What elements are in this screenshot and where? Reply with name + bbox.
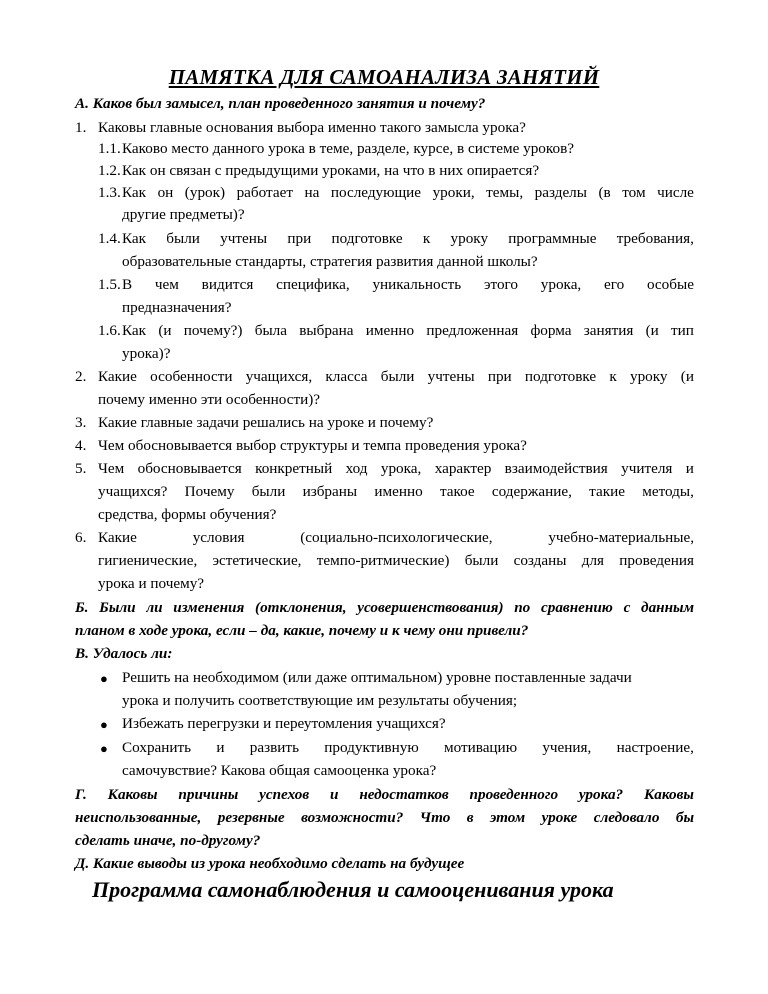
bullet-text: самочувствие? Какова общая самооценка урока?	[122, 762, 437, 779]
item-text: средства, формы обучения?	[98, 506, 277, 523]
list-item	[0, 183, 768, 207]
word: особенности	[150, 368, 233, 385]
word: и	[685, 460, 694, 477]
item-text	[122, 229, 694, 249]
word: причины	[178, 786, 239, 803]
section-g-heading-continuation	[0, 808, 768, 832]
word: тип	[671, 322, 694, 339]
word: избраны	[302, 483, 358, 500]
word: Сохранить	[122, 739, 192, 756]
section-v-heading-text: В. Удалось ли:	[75, 645, 173, 662]
word: проведения	[619, 552, 694, 569]
word: для	[581, 552, 605, 569]
word: том	[622, 184, 646, 201]
item-number: 1.6.	[98, 322, 121, 339]
word: работает	[236, 184, 293, 201]
word: содержание,	[491, 483, 572, 500]
bullet-item-continuation	[0, 761, 768, 785]
word: Г.	[75, 786, 87, 803]
item-text	[98, 528, 694, 548]
word: подготовке	[524, 368, 597, 385]
bullet-text: Решить на необходимом (или даже оптимальном) уровне поставленные задачи	[122, 669, 632, 686]
word: продуктивную	[324, 739, 419, 756]
item-text	[98, 367, 694, 387]
item-number: 1.1.	[98, 140, 121, 157]
list-item-continuation	[0, 482, 768, 506]
item-number: 2.	[75, 368, 87, 385]
word: Что	[419, 809, 451, 826]
word: с	[623, 599, 631, 616]
item-text	[122, 321, 694, 341]
word: эстетические,	[212, 552, 302, 569]
item-number: 1.3.	[98, 184, 121, 201]
word: темпо-ритмические)	[316, 552, 450, 569]
word: Каковы	[643, 786, 694, 803]
bullet-icon: ●	[100, 671, 108, 686]
word: почему?)	[183, 322, 243, 339]
word: (и	[680, 368, 694, 385]
word: следовало	[593, 809, 660, 826]
word: бы	[675, 809, 694, 826]
bullet-icon: ●	[100, 717, 108, 732]
word: и	[330, 786, 339, 803]
section-g-text	[75, 785, 694, 805]
word: последующие	[330, 184, 422, 201]
word: (социально-психологические,	[300, 529, 493, 546]
bullet-text: Избежать перегрузки и переутомления учащихся?	[122, 715, 446, 732]
word: данным	[641, 599, 694, 616]
item-text: образовательные стандарты, стратегия развития данной школы?	[122, 253, 538, 270]
word: (урок)	[184, 184, 226, 201]
word: конкретный	[255, 460, 333, 477]
section-b-text	[75, 598, 694, 618]
word: разделы	[534, 184, 587, 201]
item-text: Каковы главные основания выбора именно такого замысла урока?	[98, 119, 526, 136]
item-text: Какие главные задачи решались на уроке и почему?	[98, 414, 434, 431]
word: именно	[365, 322, 415, 339]
section-g-heading-continuation	[0, 831, 768, 855]
word: по	[514, 599, 531, 616]
word: учащихся,	[245, 368, 313, 385]
item-text	[122, 275, 694, 295]
word: Какие	[98, 368, 137, 385]
item-text: Чем обосновывается выбор структуры и темпа проведения урока?	[98, 437, 527, 454]
item-number: 1.4.	[98, 230, 121, 247]
word: при	[487, 368, 512, 385]
list-item	[0, 275, 768, 299]
word: учтены	[220, 230, 268, 247]
word: условия	[192, 529, 245, 546]
word: и	[216, 739, 225, 756]
word: усовершенствования)	[357, 599, 504, 616]
word: были	[251, 483, 286, 500]
list-item-continuation	[0, 344, 768, 368]
item-number: 4.	[75, 437, 87, 454]
word: проведенного	[469, 786, 559, 803]
list-item	[0, 413, 768, 437]
word: Б.	[75, 599, 89, 616]
word: учтены	[427, 368, 475, 385]
word: Чем	[98, 460, 125, 477]
item-text: другие предметы)?	[122, 206, 245, 223]
word: Были	[99, 599, 136, 616]
word: обосновывается	[137, 460, 242, 477]
word: недостатков	[359, 786, 449, 803]
word: мотивацию	[443, 739, 518, 756]
word: предложенная	[426, 322, 519, 339]
word: была	[254, 322, 287, 339]
word: учения,	[542, 739, 592, 756]
list-item-continuation	[0, 298, 768, 322]
section-v-heading	[0, 644, 768, 668]
word: созданы	[513, 552, 567, 569]
word: на	[304, 184, 320, 201]
item-text: предназначения?	[122, 299, 232, 316]
word: были	[380, 368, 415, 385]
list-item	[0, 321, 768, 345]
list-item	[0, 436, 768, 460]
word: именно	[374, 483, 423, 500]
word: методы,	[642, 483, 694, 500]
word: подготовке	[331, 230, 403, 247]
word: такое	[439, 483, 475, 500]
section-a-heading	[0, 94, 768, 118]
list-item-continuation	[0, 505, 768, 529]
word: развить	[249, 739, 299, 756]
word: уроки,	[432, 184, 475, 201]
word: резервные	[217, 809, 285, 826]
item-text	[98, 482, 694, 502]
word: учащихся?	[98, 483, 168, 500]
list-item-continuation	[0, 252, 768, 276]
word: взаимодействия	[504, 460, 608, 477]
word: уроке	[541, 809, 578, 826]
item-text: Как он связан с предыдущими уроками, на что в них опирается?	[122, 162, 540, 179]
word: настроение,	[616, 739, 694, 756]
word: гигиенические,	[98, 552, 198, 569]
word: особые	[646, 276, 694, 293]
word: занятия	[583, 322, 634, 339]
item-text	[122, 183, 694, 203]
list-item-continuation	[0, 574, 768, 598]
word: класса	[325, 368, 368, 385]
word: уроку	[450, 230, 489, 247]
section-d-text: Д. Какие выводы из урока необходимо сделать на будущее	[75, 855, 465, 872]
list-item	[0, 139, 768, 163]
word: изменения	[173, 599, 245, 616]
bullet-item-continuation	[0, 691, 768, 715]
word: В	[122, 276, 133, 293]
word: успехов	[259, 786, 310, 803]
word: форма	[530, 322, 572, 339]
item-text: урока)?	[122, 345, 171, 362]
list-item-continuation	[0, 390, 768, 414]
section-d-heading	[0, 854, 768, 878]
word: специфика,	[276, 276, 350, 293]
word: программные	[508, 230, 597, 247]
word: были	[464, 552, 499, 569]
word: этом	[489, 809, 526, 826]
item-number: 1.5.	[98, 276, 121, 293]
list-item	[0, 161, 768, 185]
word: к	[422, 230, 431, 247]
item-text	[98, 551, 694, 571]
list-item	[0, 528, 768, 552]
bullet-text: урока и получить соответствующие им результаты обучения;	[122, 692, 518, 709]
section-b-heading-continuation	[0, 621, 768, 645]
item-number: 6.	[75, 529, 87, 546]
word: при	[287, 230, 312, 247]
word: Как	[122, 322, 147, 339]
word: темы,	[486, 184, 524, 201]
word: урока,	[540, 276, 582, 293]
section-b-text: планом в ходе урока, если – да, какие, почему и к чему они привели?	[75, 622, 529, 639]
section-g-text: сделать иначе, по-другому?	[75, 832, 261, 849]
word: Какие	[98, 529, 137, 546]
bullet-text	[122, 738, 694, 758]
word: (отклонения,	[255, 599, 347, 616]
item-number: 3.	[75, 414, 87, 431]
list-item	[0, 459, 768, 483]
item-text: почему именно эти особенности)?	[98, 391, 321, 408]
item-text: урока и почему?	[98, 575, 205, 592]
word: в	[466, 809, 474, 826]
word: учителя	[621, 460, 673, 477]
word: были	[166, 230, 200, 247]
bullet-item	[0, 668, 768, 692]
word: учебно-материальные,	[548, 529, 694, 546]
word: к	[609, 368, 617, 385]
word: сравнению	[541, 599, 613, 616]
word: его	[604, 276, 625, 293]
word: урока,	[380, 460, 422, 477]
item-number: 1.	[75, 119, 87, 136]
item-text	[98, 459, 694, 479]
word: характер	[434, 460, 492, 477]
word: он	[157, 184, 174, 201]
page-title: ПАМЯТКА ДЛЯ САМОАНАЛИЗА ЗАНЯТИЙ	[168, 65, 600, 89]
word: возможности?	[301, 809, 404, 826]
word: Как	[122, 184, 147, 201]
list-item	[0, 367, 768, 391]
list-item-continuation	[0, 205, 768, 229]
word: ход	[345, 460, 368, 477]
item-text: Каково место данного урока в теме, разделе, курсе, в системе уроков?	[122, 140, 574, 157]
bullet-item	[0, 738, 768, 762]
word: (и	[158, 322, 172, 339]
word: Как	[122, 230, 147, 247]
word: (в	[598, 184, 611, 201]
section-g-text	[75, 808, 694, 828]
section-b-heading	[0, 598, 768, 622]
word: (и	[645, 322, 659, 339]
word: ли	[146, 599, 163, 616]
list-item	[0, 229, 768, 253]
word: чем	[154, 276, 179, 293]
item-number: 5.	[75, 460, 87, 477]
item-number: 1.2.	[98, 162, 121, 179]
word: Каковы	[107, 786, 158, 803]
word: урока?	[578, 786, 624, 803]
word: числе	[657, 184, 694, 201]
word: этого	[484, 276, 518, 293]
word: выбрана	[299, 322, 354, 339]
word: Почему	[184, 483, 235, 500]
word: требования,	[616, 230, 694, 247]
bullet-item	[0, 714, 768, 738]
list-item-continuation	[0, 551, 768, 575]
bullet-icon: ●	[100, 741, 108, 756]
word: уроку	[629, 368, 668, 385]
program-title: Программа самонаблюдения и самооценивания урока	[92, 877, 614, 902]
word: неиспользованные,	[75, 809, 202, 826]
word: такие	[589, 483, 625, 500]
section-g-heading	[0, 785, 768, 809]
word: уникальность	[372, 276, 462, 293]
section-a-heading-text: А. Каков был замысел, план проведенного занятия и почему?	[75, 95, 486, 112]
word: видится	[201, 276, 254, 293]
